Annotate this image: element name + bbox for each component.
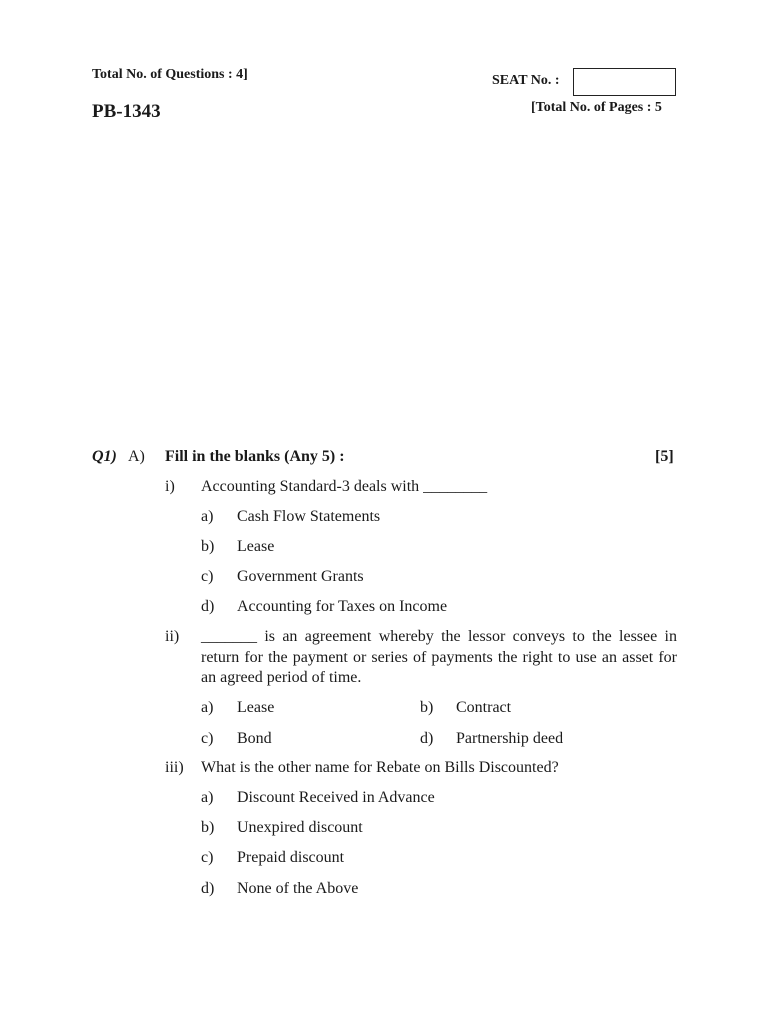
question-marks: [5] [655,448,674,465]
subquestion-text: Accounting Standard-3 deals with ________ [201,478,488,495]
option-text: Prepaid discount [237,849,345,866]
option-letter: b) [201,538,215,555]
question-number: Q1) [92,448,117,465]
option-text: Lease [237,538,275,555]
option-text: Discount Received in Advance [237,789,435,806]
seat-label: SEAT No. : [492,73,560,88]
option-text: Cash Flow Statements [237,508,381,525]
question-title: Fill in the blanks (Any 5) : [165,448,345,465]
option-text: Contract [456,699,512,716]
total-pages: [Total No. of Pages : 5 [531,100,662,115]
option-text: None of the Above [237,880,359,897]
option-letter: b) [201,819,215,836]
option-letter: d) [201,880,215,897]
total-questions: Total No. of Questions : 4] [92,67,248,82]
option-letter: c) [201,730,214,747]
option-letter: d) [201,598,215,615]
subquestion-number: i) [165,478,175,495]
option-text: Accounting for Taxes on Income [237,598,448,615]
option-text: Lease [237,699,275,716]
option-letter: c) [201,849,214,866]
option-text: Bond [237,730,272,747]
option-text: Partnership deed [456,730,564,747]
option-text: Unexpired discount [237,819,363,836]
seat-number-box[interactable] [573,68,676,96]
subquestion-number: ii) [165,628,180,645]
option-letter: a) [201,699,214,716]
option-letter: a) [201,789,214,806]
paper-code: PB-1343 [92,101,161,122]
option-letter: c) [201,568,214,585]
subquestion-text: _______ is an agreement whereby the lessor conveys to the lessee in return for the payment or series of payments the right to use an asset for an agreed period of time. [201,628,677,686]
question-part: A) [128,448,145,465]
subquestion-text: What is the other name for Rebate on Bills Discounted? [201,759,559,776]
option-text: Government Grants [237,568,364,585]
option-letter: a) [201,508,214,525]
option-letter: d) [420,730,434,747]
subquestion-number: iii) [165,759,184,776]
option-letter: b) [420,699,434,716]
